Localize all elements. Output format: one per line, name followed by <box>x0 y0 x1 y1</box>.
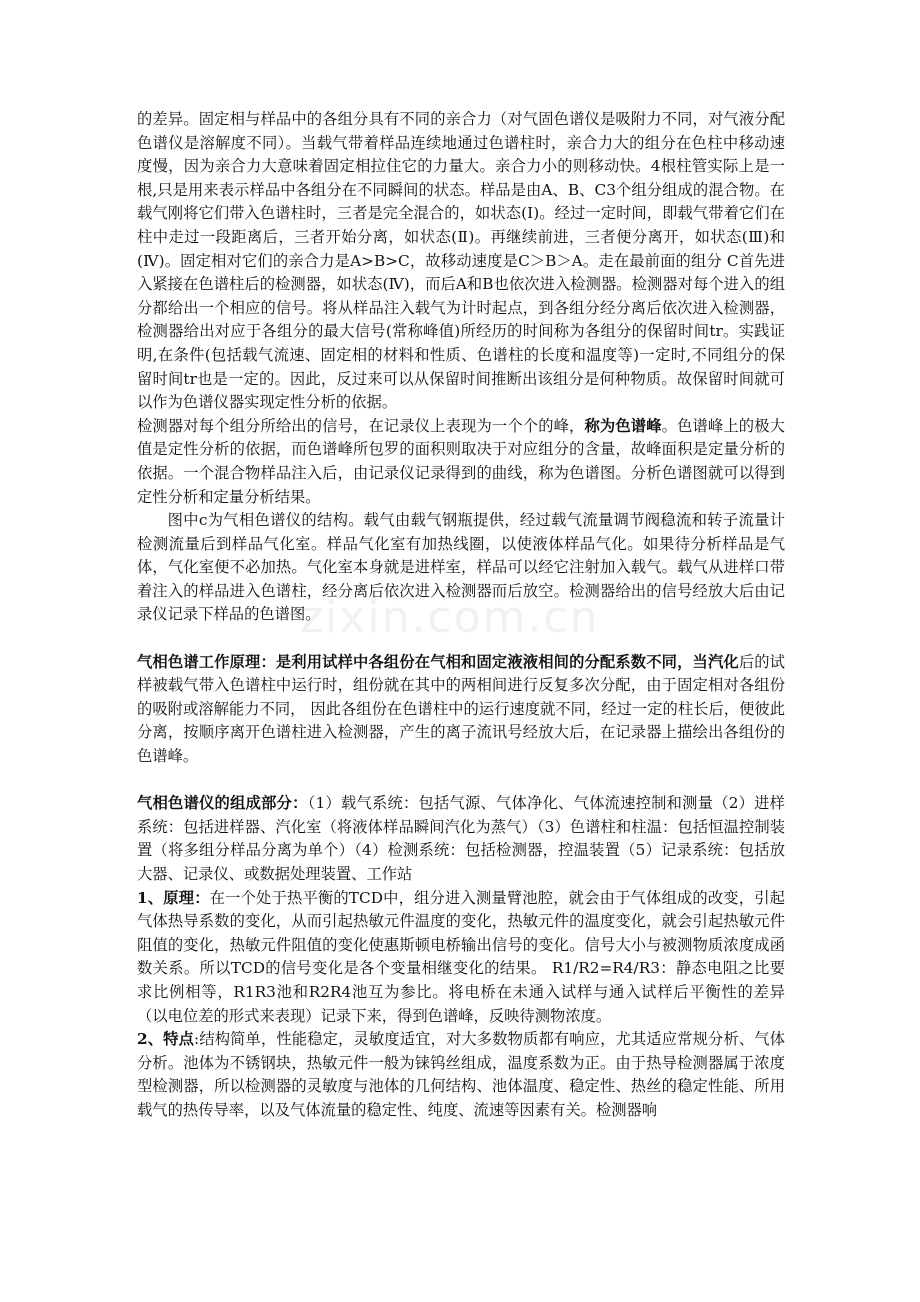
components-heading: 气相色谱仪的组成部分： <box>137 794 308 813</box>
tcd-principle-text: 在一个处于热平衡的TCD中，组分进入测量臂池腔，就会由于气体组成的改变，引起气体热导系数的变化，从而引起热敏元件温度的变化，热敏元件的温度变化，就会引起热敏元件阻值的变化，热敏元件阻值的变化使惠斯顿电桥输出信号的变化。信号大小与被测物质浓度成函数关系。所以TCD的信号变化是各个变量相继变化的结果。 R1/R2=R4/R3：静态电阻之比要求比例相等，R1R3池和R2R4池互为参比。将电桥在未通入试样与通入试样后平衡性的差异（以电位差的形式来表现）记录下来，得到色谱峰，反映待测物浓度。 <box>137 888 785 1025</box>
spacer <box>137 627 785 651</box>
watermark: zixin.com.cn <box>300 592 600 643</box>
paragraph-tcd-features <box>137 1028 785 1122</box>
document-body <box>137 108 785 1123</box>
paragraph-chromatographic-peak <box>137 415 785 509</box>
paragraph-separation-principle: 的差异。固定相与样品中的各组分具有不同的亲合力（对气固色谱仪是吸附力不同，对气液分配色谱仪是溶解度不同）。当载气带着样品连续地通过色谱柱时，亲合力大的组分在色柱中移动速度慢，因为亲合力大意味着固定相拉住它的力量大。亲合力小的则移动快。4根柱管实际上是一根,只是用来表示样品中各组分在不同瞬间的状态。样品是由A、B、C3个组分组成的混合物。在载气刚将它们带入色谱柱时，三者是完全混合的，如状态(Ⅰ)。经过一定时间，即载气带着它们在柱中走过一段距离后，三者开始分离，如状态(Ⅱ)。再继续前进，三者便分离开，如状态(Ⅲ)和(Ⅳ)。固定相对它们的亲合力是A>B>C，故移动速度是C＞B＞A。走在最前面的组分 C首先进入紧接在色谱柱后的检测器，如状态(Ⅳ)，而后A和B也依次进入检测器。检测器对每个进入的组分都给出一个相应的信号。将从样品注入载气为计时起点，到各组分经分离后依次进入检测器，检测器给出对应于各组分的最大信号(常称峰值)所经历的时间称为各组分的保留时间tr。实践证明,在条件(包括载气流速、固定相的材料和性质、色谱柱的长度和温度等)一定时,不同组分的保留时间tr也是一定的。因此，反过来可以从保留时间推断出该组分是何种物质。故保留时间就可以作为色谱仪器实现定性分析的依据。 <box>137 110 785 412</box>
paragraph-working-principle <box>137 651 785 769</box>
working-principle-text: 后的试样被载气带入色谱柱中运行时，组份就在其中的两相间进行反复多次分配，由于固定相对各组份的吸附或溶解能力不同， 因此各组份在色谱柱中的运行速度就不同，经过一定的柱长后，便彼此分离，按顺序离开色谱柱进入检测器，产生的离子流讯号经放大后，在记录器上描绘出各组份的色谱峰。 <box>137 652 785 766</box>
working-principle-heading: 气相色谱工作原理：是利用试样中各组份在气相和固定液液相间的分配系数不同，当汽化 <box>137 652 739 671</box>
paragraph-components <box>137 792 785 886</box>
tcd-principle-heading: 1、原理： <box>137 888 210 907</box>
tcd-features-text: :结构简单，性能稳定，灵敏度适宜，对大多数物质都有响应，尤其适应常规分析、气体分析。池体为不锈钢块，热敏元件一般为铼钨丝组成，温度系数为正。由于热导检测器属于浓度型检测器，所以检测器的灵敏度与池体的几何结构、池体温度、稳定性、热丝的稳定性能、所用载气的热传导率，以及气体流量的稳定性、纯度、流速等因素有关。检测器响 <box>137 1030 785 1119</box>
components-text: （1）载气系统：包括气源、气体净化、气体流速控制和测量（2）进样系统：包括进样器、汽化室（将液体样品瞬间汽化为蒸气）（3）色谱柱和柱温：包括恒温控制装置（将多组分样品分离为单个）（4）检测系统：包括检测器，控温装置（5）记录系统：包括放大器、记录仪、或数据处理装置、工作站 <box>137 794 785 883</box>
spacer <box>137 769 785 793</box>
peak-text-a: 检测器对每个组分所给出的信号，在记录仪上表现为一个个的峰， <box>137 416 585 435</box>
tcd-features-heading: 2、特点 <box>137 1030 195 1049</box>
peak-term: 称为色谱峰 <box>584 416 662 435</box>
paragraph-tcd-principle <box>137 887 785 1029</box>
paragraph-instrument-structure: 图中c为气相色谱仪的结构。载气由载气钢瓶提供，经过载气流量调节阀稳流和转子流量计检测流量后到样品气化室。样品气化室有加热线圈，以使液体样品气化。如果待分析样品是气体，气化室便不必加热。气化室本身就是进样室，样品可以经它注射加入载气。载气从进样口带着注入的样品进入色谱柱，经分离后依次进入检测器而后放空。检测器给出的信号经放大后由记录仪记录下样品的色谱图。 <box>137 511 785 624</box>
peak-text-b: 。色谱峰上的极大值是定性分析的依据，而色谱峰所包罗的面积则取决于对应组分的含量，故峰面积是定量分析的依据。一个混合物样品注入后，由记录仪记录得到的曲线，称为色谱图。分析色谱图就可以得到定性分析和定量分析结果。 <box>137 416 785 506</box>
